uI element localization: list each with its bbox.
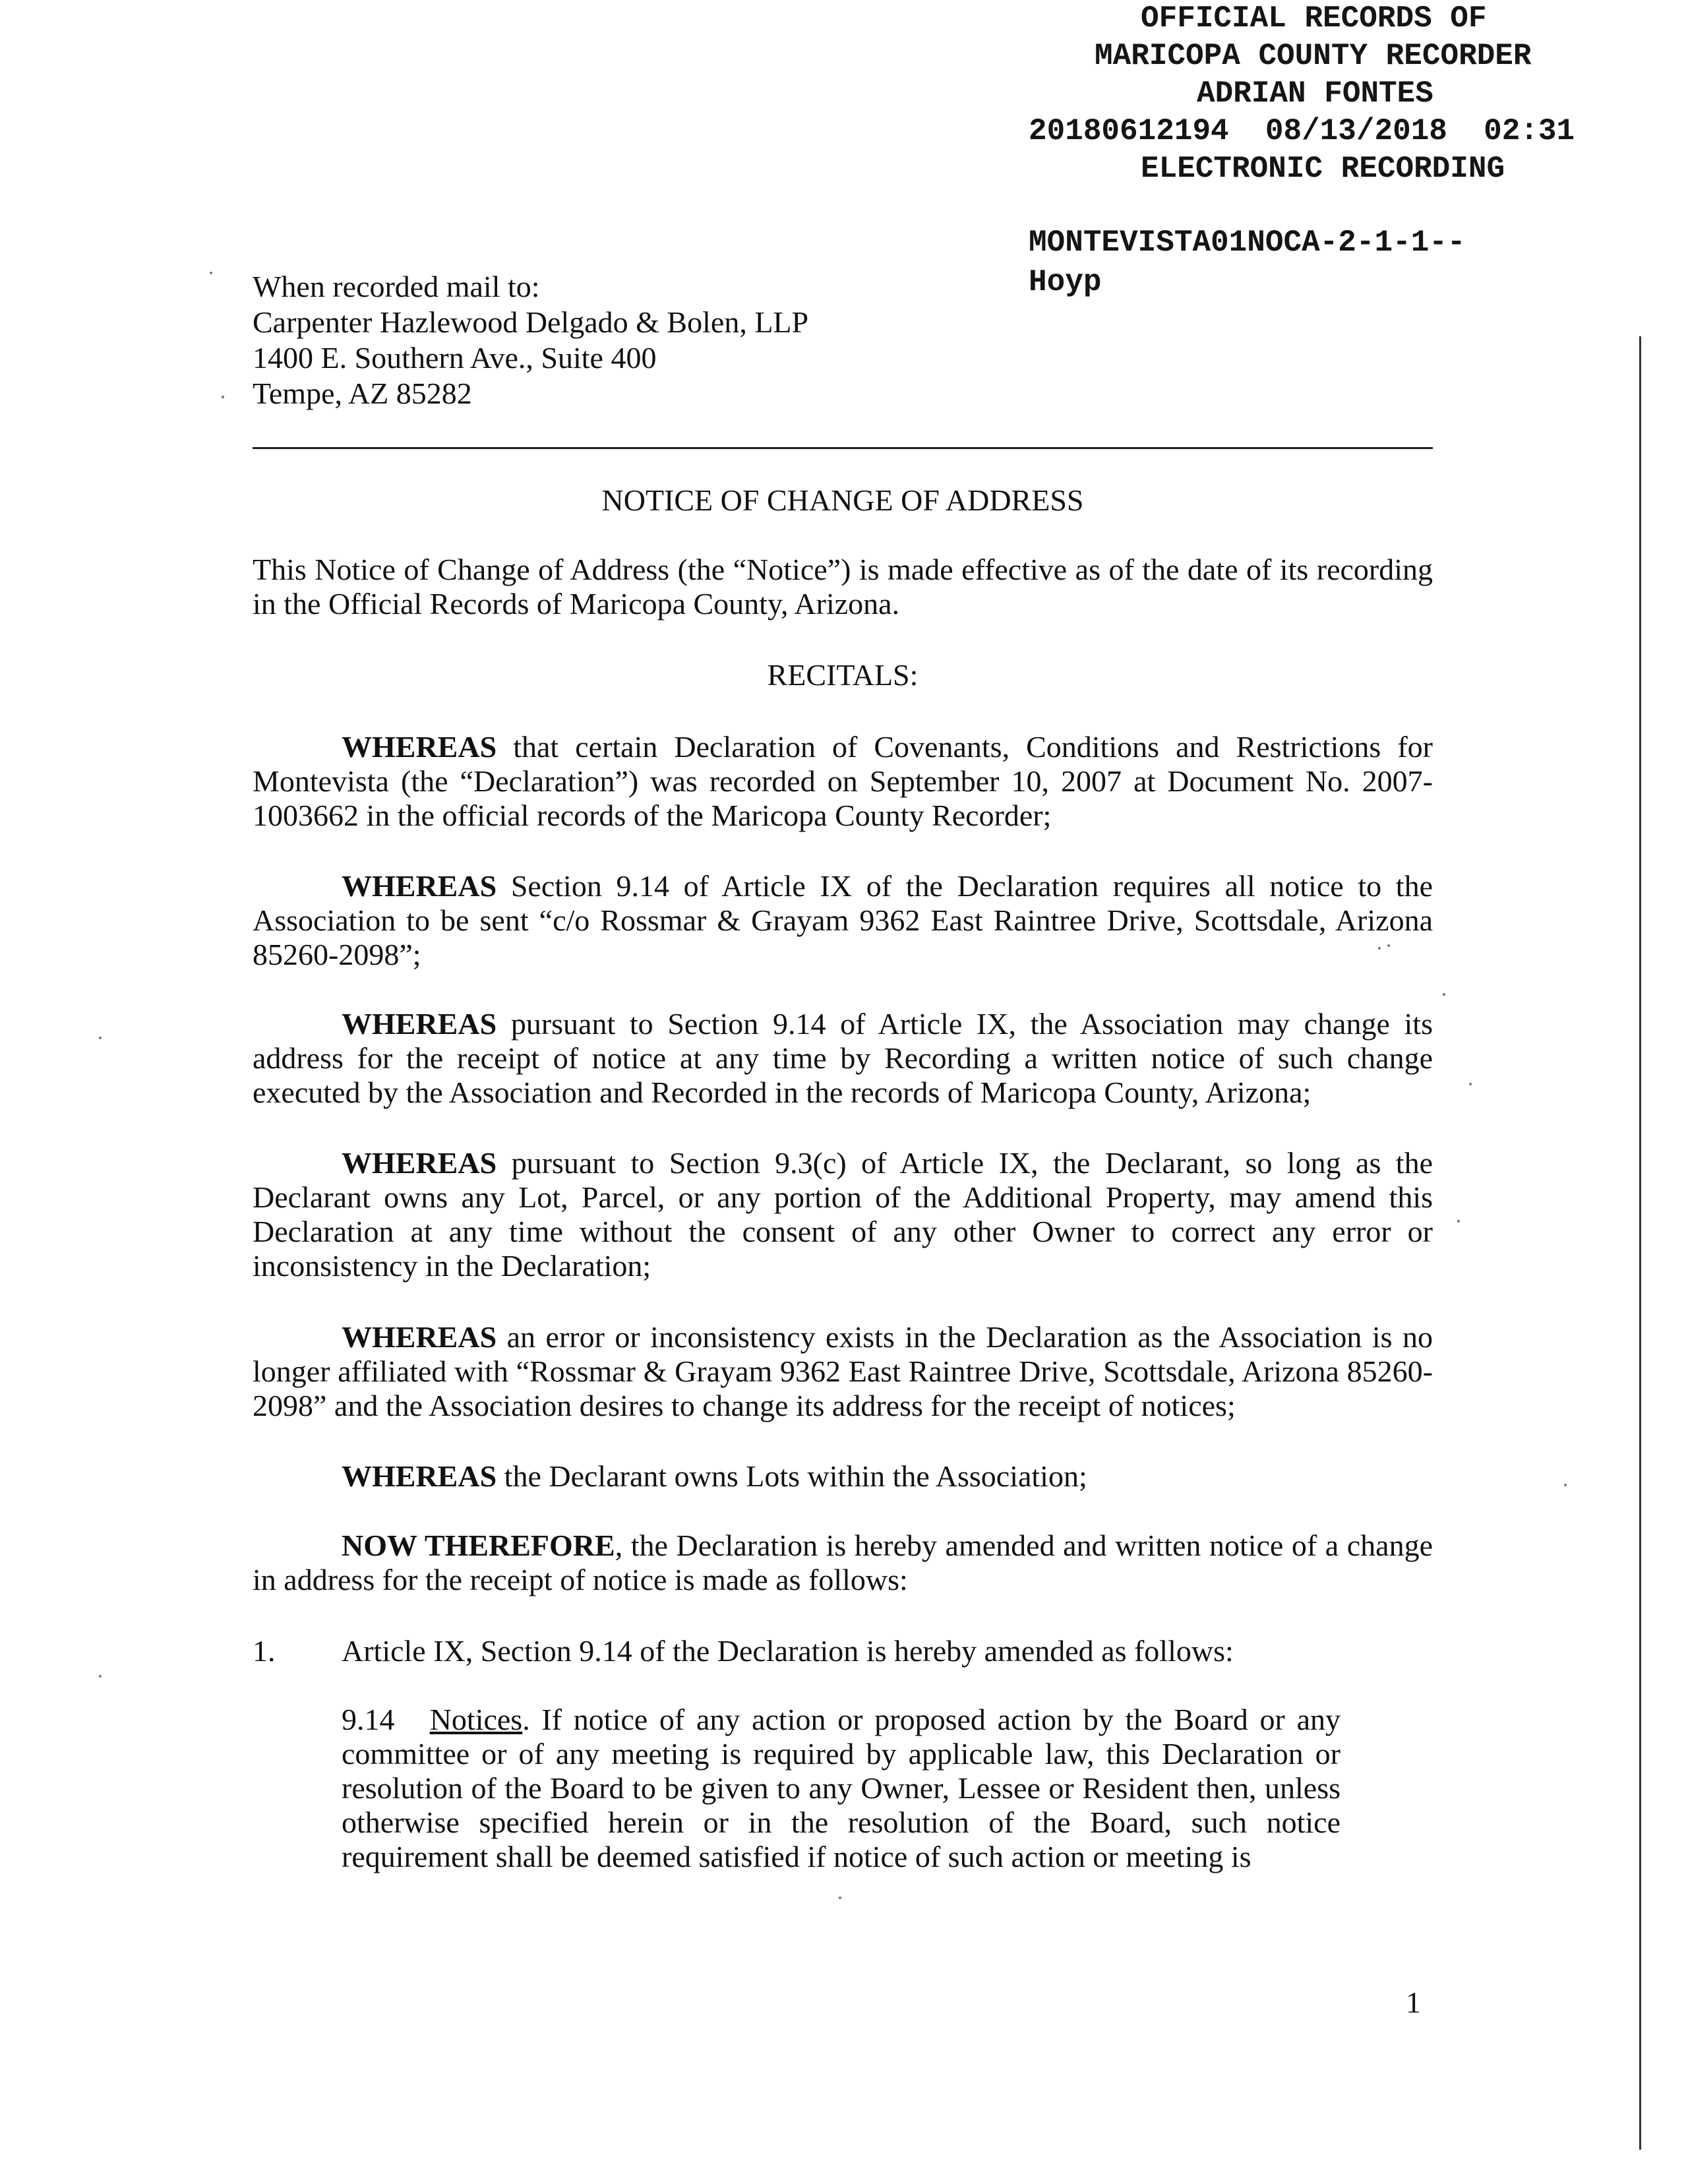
recital-paragraph bbox=[253, 869, 1433, 972]
section-text: . If notice of any action or proposed action by the Board or any committee or of any meeting is required by applicable law, this Declaration or resolution of the Board to be given to any Owner, Lessee or Resident then, unless otherwise specified herein or in the resolution of the Board, such notice requirement shall be deemed satisfied if notice of such action or meeting is bbox=[342, 1703, 1341, 1873]
recital-paragraph bbox=[253, 1007, 1433, 1110]
mail-to-block bbox=[253, 269, 808, 411]
amendment-item bbox=[253, 1634, 1433, 1668]
intro-paragraph: This Notice of Change of Address (the “Notice”) is made effective as of the date of its recording in the Official Records of Maricopa County, Arizona. bbox=[253, 553, 1433, 621]
scan-speck bbox=[1469, 1083, 1472, 1085]
scan-speck bbox=[1387, 944, 1390, 947]
document-code-line: MONTEVISTA01NOCA-2-1-1-- bbox=[1029, 226, 1466, 260]
scan-speck bbox=[839, 1896, 841, 1899]
recital-text: , the Declaration is hereby amended and written notice of a change in address for the receipt of notice is made as follows: bbox=[253, 1529, 1433, 1596]
item-text: Article IX, Section 9.14 of the Declaration is hereby amended as follows: bbox=[342, 1634, 1234, 1668]
section-number: 9.14 bbox=[342, 1703, 395, 1736]
mail-to-street: 1400 E. Southern Ave., Suite 400 bbox=[253, 341, 657, 375]
recital-text: an error or inconsistency exists in the Declaration as the Association is no longer affiliated with “Rossmar & Grayam 9362 East Raintree Drive, Scottsdale, Arizona 85260-2098” and the Association desires to change its address for the receipt of notices; bbox=[253, 1320, 1433, 1422]
document-code bbox=[1029, 223, 1466, 302]
stamp-line: ADRIAN FONTES bbox=[1197, 76, 1433, 111]
scan-speck bbox=[222, 396, 224, 398]
recital-lead: WHEREAS bbox=[342, 1007, 497, 1041]
mail-to-city: Tempe, AZ 85282 bbox=[253, 377, 472, 410]
recitals-heading: RECITALS: bbox=[767, 658, 919, 692]
mail-to-name: Carpenter Hazlewood Delgado & Bolen, LLP bbox=[253, 305, 809, 339]
document-code-line: Hoyp bbox=[1029, 265, 1102, 299]
recital-text: the Declarant owns Lots within the Association; bbox=[497, 1459, 1087, 1493]
recital-lead: WHEREAS bbox=[342, 1146, 497, 1180]
scan-speck bbox=[99, 1675, 102, 1678]
margin-line bbox=[1639, 336, 1641, 2150]
recital-text: Section 9.14 of Article IX of the Declaration requires all notice to the Association to be sent “c/o Rossmar & Grayam 9362 East Raintree Drive, Scottsdale, Arizona 85260-2098”; bbox=[253, 869, 1433, 971]
scan-speck bbox=[99, 1037, 102, 1039]
recital-paragraph bbox=[253, 730, 1433, 833]
recital-lead: NOW THEREFORE bbox=[342, 1529, 615, 1562]
scan-speck bbox=[210, 272, 212, 274]
mail-to-heading: When recorded mail to: bbox=[253, 270, 540, 303]
amended-section bbox=[342, 1703, 1341, 1874]
recital-paragraph bbox=[253, 1459, 1433, 1494]
stamp-line: OFFICIAL RECORDS OF bbox=[1141, 1, 1487, 36]
recital-text: pursuant to Section 9.3(c) of Article IX, the Declarant, so long as the Declarant owns any Lot, Parcel, or any portion of the Additional Property, may amend this Declaration at any time without the consent of any other Owner to correct any error or inconsistency in the Declaration; bbox=[253, 1146, 1433, 1283]
now-therefore-paragraph bbox=[253, 1529, 1433, 1597]
scan-speck bbox=[1378, 947, 1381, 950]
recital-text: that certain Declaration of Covenants, Conditions and Restrictions for Montevista (the “Declaration”) was recorded on September 10, 2007 at Document No. 2007-1003662 in the official records of the Maricopa County Recorder; bbox=[253, 730, 1433, 832]
recital-paragraph bbox=[253, 1320, 1433, 1423]
recital-lead: WHEREAS bbox=[342, 869, 497, 903]
recital-paragraph bbox=[253, 1146, 1433, 1283]
recording-number-date-time: 20180612194 08/13/2018 02:31 bbox=[1029, 114, 1575, 148]
scan-speck bbox=[1457, 1220, 1460, 1223]
recorder-stamp bbox=[1029, 0, 1688, 188]
section-heading: Notices bbox=[429, 1703, 523, 1736]
recital-lead: WHEREAS bbox=[342, 1459, 497, 1493]
recital-lead: WHEREAS bbox=[342, 730, 497, 764]
stamp-line: MARICOPA COUNTY RECORDER bbox=[1095, 39, 1532, 73]
page-number: 1 bbox=[1406, 1986, 1421, 2019]
scan-speck bbox=[1443, 993, 1445, 996]
stamp-line: ELECTRONIC RECORDING bbox=[1141, 152, 1505, 186]
scan-speck bbox=[1564, 1484, 1567, 1486]
document-title: NOTICE OF CHANGE OF ADDRESS bbox=[601, 483, 1084, 517]
recital-lead: WHEREAS bbox=[342, 1320, 497, 1354]
recital-text: pursuant to Section 9.14 of Article IX, the Association may change its address for the receipt of notice at any time by Recording a written notice of such change executed by the Association and Recorded in the records of Maricopa County, Arizona; bbox=[253, 1007, 1433, 1109]
item-number: 1. bbox=[253, 1634, 276, 1668]
header-divider bbox=[253, 447, 1433, 449]
